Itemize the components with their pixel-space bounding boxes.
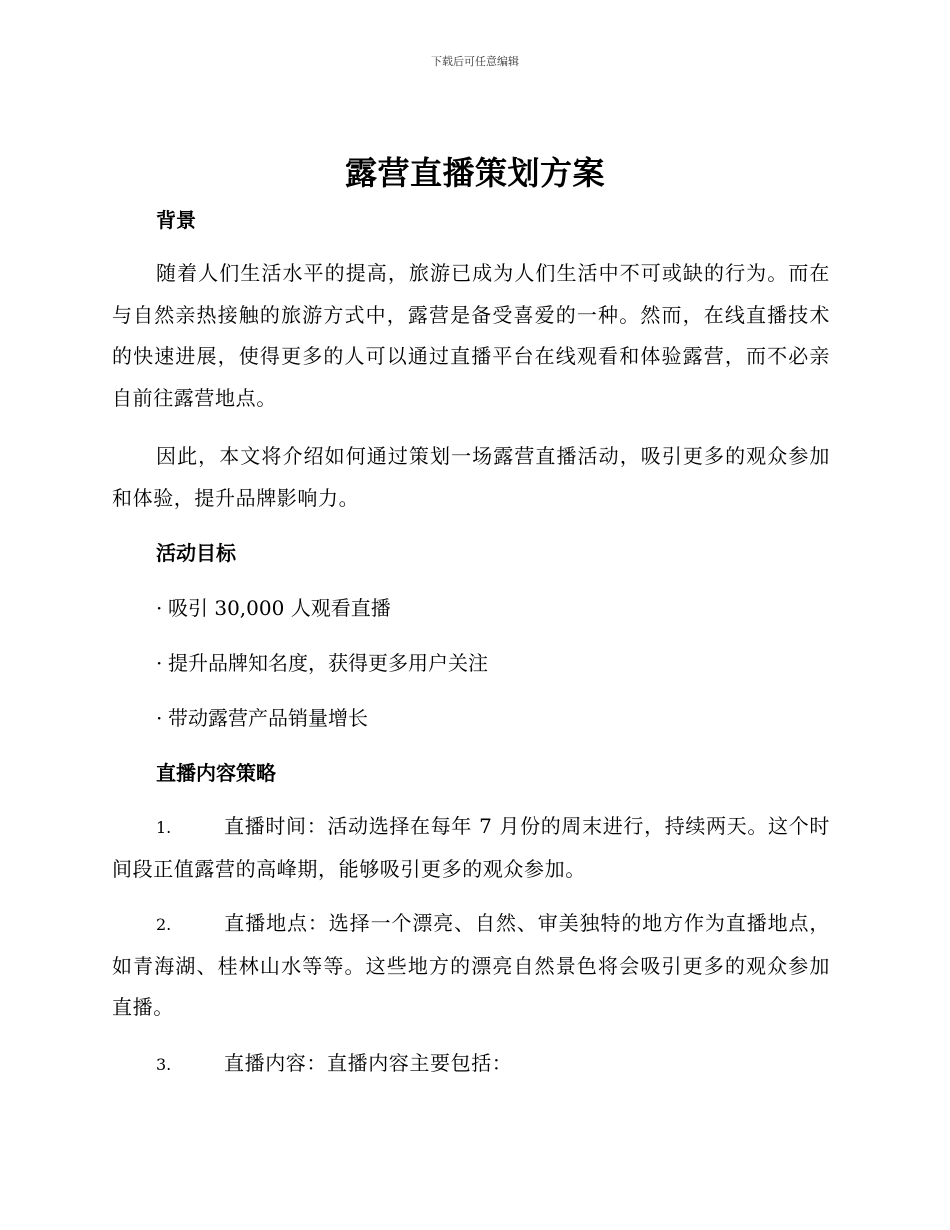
section-heading-background: 背景 (156, 208, 196, 232)
list-item-text: 直播地点：选择一个漂亮、自然、审美独特的地方作为直播地点，如青海湖、桂林山水等等。这些地方的漂亮自然景色将会吸引更多的观众参加直播。 (112, 911, 830, 1019)
list-item (112, 903, 830, 1029)
section-heading-strategy: 直播内容策略 (156, 761, 276, 785)
list-item-number: 3. (156, 1055, 172, 1074)
bullet-mark: · (156, 596, 163, 620)
goal-item-text: 提升品牌知名度，获得更多用户关注 (168, 651, 488, 675)
page-header: 下载后可任意编辑 (431, 55, 519, 68)
list-item (112, 1043, 830, 1086)
list-item (156, 648, 488, 678)
list-item (156, 593, 391, 623)
goal-item-text: 带动露营产品销量增长 (168, 706, 368, 730)
goal-item-text: 吸引 30,000 人观看直播 (168, 596, 391, 620)
bullet-mark: · (156, 706, 163, 730)
list-item-number: 2. (156, 915, 172, 934)
background-paragraph-2: 因此，本文将介绍如何通过策划一场露营直播活动，吸引更多的观众参加和体验，提升品牌影响力。 (112, 444, 830, 510)
list-item (112, 806, 830, 890)
bullet-mark: · (156, 651, 163, 675)
section-heading-goals: 活动目标 (156, 541, 236, 565)
list-item-text: 直播时间：活动选择在每年 7 月份的周末进行，持续两天。这个时间段正值露营的高峰期，能够吸引更多的观众参加。 (112, 814, 830, 881)
list-item-number: 1. (156, 818, 172, 837)
list-item (156, 703, 368, 733)
list-item-text: 直播内容：直播内容主要包括： (224, 1051, 513, 1075)
background-paragraph-1: 随着人们生活水平的提高，旅游已成为人们生活中不可或缺的行为。而在与自然亲热接触的旅游方式中，露营是备受喜爱的一种。然而，在线直播技术的快速进展，使得更多的人可以通过直播平台在线观看和体验露营，而不必亲自前往露营地点。 (112, 261, 830, 410)
document-title: 露营直播策划方案 (344, 154, 605, 192)
